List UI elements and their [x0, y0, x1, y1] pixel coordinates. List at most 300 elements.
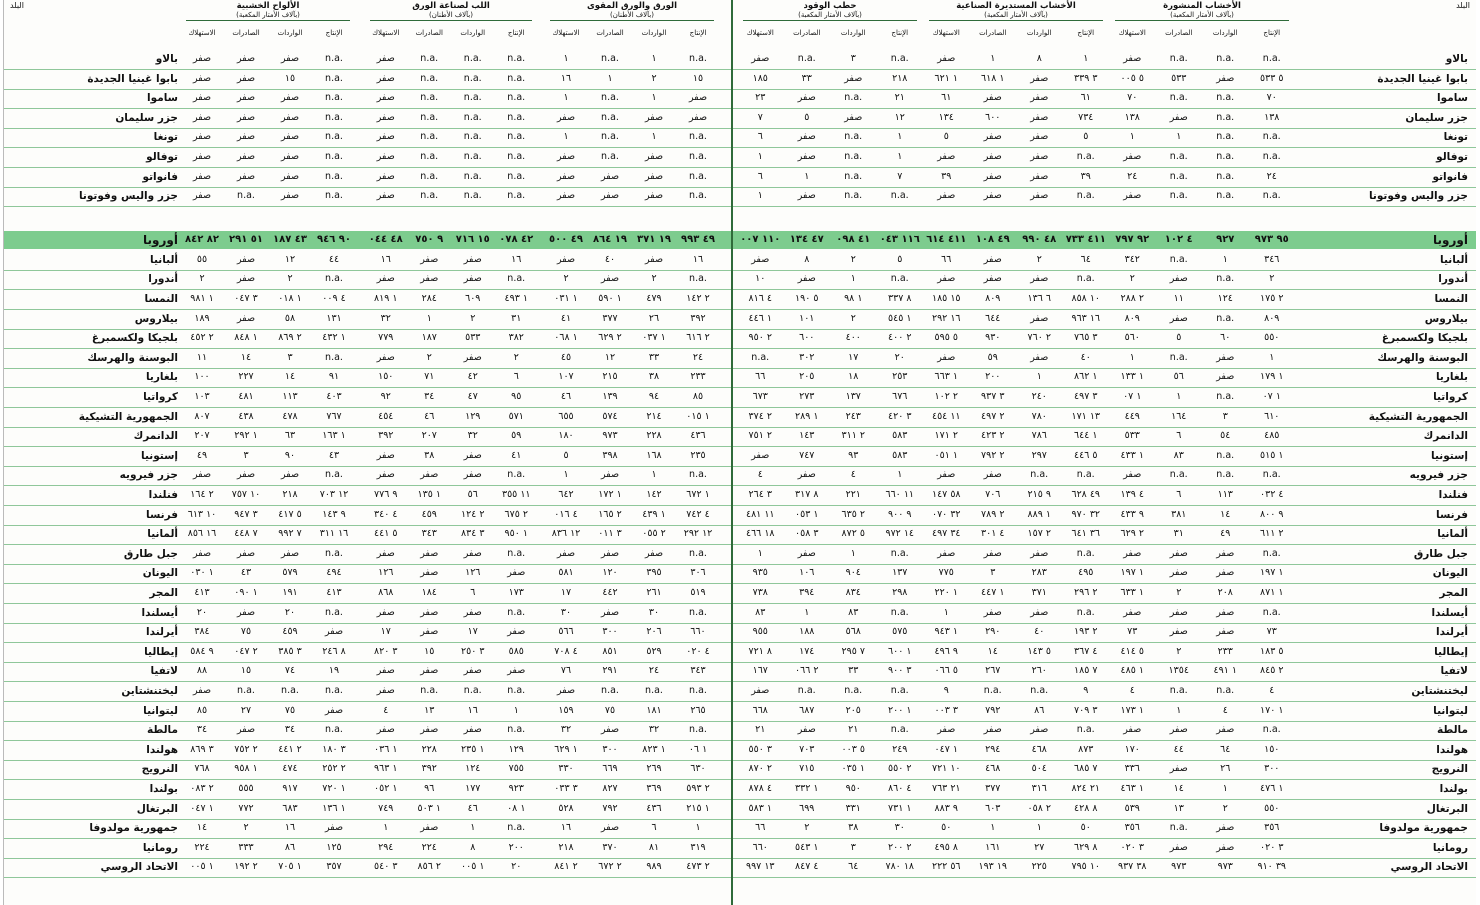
table-cell: ٤ ٨٦٠ [888, 783, 912, 794]
table-cell: ٩٢٧ [1216, 233, 1235, 245]
table-cell: ٣٤٢ [1124, 253, 1140, 265]
table-cell: ٣١ [511, 312, 522, 324]
country-name: اليونان [142, 567, 178, 580]
table-cell: n.a. [1076, 469, 1095, 481]
table-row [733, 642, 1476, 663]
table-row [733, 367, 1476, 388]
region-row [733, 231, 1476, 249]
table-cell: ١ ٠٣٠ [190, 567, 214, 579]
table-cell: ٢١ [894, 92, 905, 104]
table-cell: ٣٣٣ [238, 841, 254, 853]
country-name: ألبانيا [150, 253, 178, 266]
table-cell: صفر [192, 685, 212, 696]
table-cell: ١١ [196, 351, 208, 363]
table-cell: ٥١ ٢٩١ [228, 233, 263, 245]
table-cell: n.a. [689, 273, 707, 285]
table-cell: ٢ ٨٥٦ [417, 861, 441, 873]
table-cell: ٧٩٢ [602, 802, 618, 814]
table-cell: صفر [1169, 273, 1188, 285]
table-cell: ١٥ [240, 665, 252, 677]
table-cell: n.a. [1076, 190, 1095, 202]
table-cell: ٢٢٥ [1031, 861, 1047, 873]
table-cell: ١ [651, 469, 657, 481]
table-cell: ١ ٤٧٦ [1260, 783, 1284, 794]
table-cell: صفر [463, 449, 482, 461]
table-row [733, 779, 1476, 800]
country-name: بالاو [1445, 53, 1468, 65]
table-cell: ٧٠٣ [799, 743, 815, 755]
table-cell: ٥٠٤ [1031, 763, 1047, 775]
table-cell: ٩٠ [284, 449, 296, 461]
table-cell: صفر [937, 151, 956, 162]
table-cell: ١ ٠٠٥ [461, 861, 485, 873]
table-cell: ٢ [1269, 273, 1275, 285]
table-cell: ١٣ [1173, 802, 1184, 814]
table-cell: صفر [751, 53, 770, 64]
table-cell: ٤١ [511, 449, 522, 461]
table-cell: ٦١ [1080, 92, 1091, 104]
table-cell: ٣٥٦ [1124, 822, 1140, 834]
table-cell: صفر [556, 547, 576, 559]
table-cell: صفر [1030, 72, 1049, 84]
table-cell: ١ ٤٤٦ [748, 312, 772, 324]
table-cell: ١ [1083, 53, 1089, 64]
table-cell: ٣٨ [648, 371, 660, 383]
country-name: كرواتيا [143, 391, 178, 403]
table-cell: ٧٣٤ [1078, 111, 1094, 123]
table-cell: n.a. [325, 273, 343, 285]
table-cell: n.a. [601, 151, 619, 162]
table-cell: ١٦ [692, 253, 704, 265]
table-cell: ٦ [513, 371, 519, 383]
table-cell: ٨٦٨ [378, 587, 394, 598]
table-cell: صفر [324, 704, 344, 716]
table-cell: ٢٤ [648, 665, 660, 677]
table-row [733, 186, 1476, 207]
table-cell: ٩١٧ [282, 783, 298, 794]
table-cell: ١ ٥٨٣ [748, 802, 772, 814]
table-cell: ١٣ ٩٩٧ [745, 861, 775, 873]
table-cell: صفر [376, 606, 395, 618]
table-cell: ٦١٠ [1264, 410, 1280, 422]
table-cell: ١٢ ٧٠٣ [319, 489, 349, 500]
table-cell: ٨٦ [1034, 704, 1045, 716]
table-cell: ٢ ٦١١ [1260, 528, 1284, 540]
table-cell: ٥٦٨ [845, 626, 861, 638]
table-cell: ١ [426, 312, 432, 324]
table-row [4, 740, 731, 761]
table-cell: صفر [376, 72, 395, 84]
country-name: إيطاليا [1434, 645, 1468, 658]
table-row [4, 838, 731, 859]
table-cell: ٨ [1036, 53, 1042, 64]
table-cell: ٦٤٢ [558, 489, 574, 500]
table-cell: ١ ١٩٧ [1260, 567, 1284, 579]
table-cell: ٦ [470, 587, 476, 598]
table-cell: ١٨ ٧٨٠ [885, 861, 915, 873]
table-cell: n.a. [1076, 606, 1095, 618]
table-cell: ٩٢٣ [508, 783, 524, 794]
table-cell: صفر [376, 273, 395, 285]
table-cell: n.a. [1216, 685, 1235, 696]
table-cell: صفر [844, 111, 863, 123]
table-cell: صفر [280, 151, 300, 162]
table-cell: ٧٥ [240, 626, 252, 638]
country-name: البرتغال [1426, 802, 1468, 815]
table-cell: ١ [1036, 822, 1042, 834]
table-cell: ١ ٧٠٥ [278, 861, 302, 873]
table-cell: صفر [376, 547, 395, 559]
table-cell: ١ [695, 822, 701, 834]
table-row [4, 759, 731, 780]
country-name: بلغاريا [145, 371, 178, 384]
table-cell: صفر [192, 92, 212, 104]
table-cell: ٥ ٨٧٢ [841, 528, 865, 540]
table-cell: n.a. [689, 190, 707, 202]
table-cell: ٢ ٥٩٣ [686, 783, 710, 794]
table-cell: ٢ [651, 273, 657, 285]
table-cell: ٣٤٦ [1264, 253, 1280, 265]
table-cell: ١٣٧ [845, 391, 861, 402]
table-row [733, 838, 1476, 859]
table-row [4, 127, 731, 148]
table-cell: ١ ٤٣٢ [322, 332, 346, 344]
table-cell: n.a. [1076, 273, 1095, 285]
table-cell: ٦٦٩ [602, 763, 618, 775]
table-row [733, 328, 1476, 349]
column-group-unit: (بآلاف الأمتار المكعبة) [798, 11, 862, 19]
table-row [733, 505, 1476, 526]
table-cell: صفر [644, 253, 664, 265]
table-cell: ٢ ٠٨٣ [190, 783, 214, 794]
table-cell: ١٠ ٨٥٨ [1071, 293, 1101, 304]
column-subheader: الإنتاج [1077, 29, 1095, 37]
table-cell: ٢٠ [511, 861, 522, 873]
table-row [4, 779, 731, 800]
table-row [733, 250, 1476, 271]
country-name: ليختنشتاين [121, 685, 178, 697]
country-name: جزر سليمان [1405, 111, 1468, 124]
table-cell: ٢٠٧ [421, 430, 437, 442]
table-cell: ٢٤٣ [845, 410, 861, 422]
table-cell: صفر [556, 170, 576, 182]
country-name: رومانيا [1432, 841, 1468, 854]
table-cell: صفر [376, 53, 395, 64]
table-cell: صفر [797, 131, 816, 143]
table-cell: ٥ ٤٤١ [374, 528, 398, 540]
table-cell: ١ ٤٦٣ [1120, 783, 1144, 794]
table-cell: صفر [376, 469, 395, 481]
table-cell: ١ ٠٧ [1123, 391, 1142, 402]
table-cell: صفر [1030, 273, 1049, 285]
table-cell: ٧٠ [1127, 92, 1138, 104]
table-cell: ٢ ١٦٤ [190, 489, 214, 500]
table-cell: صفر [1216, 626, 1235, 638]
table-cell: ١ ٠٠٥ [190, 861, 214, 873]
table-cell: صفر [1030, 606, 1049, 618]
table-cell: ١ ٠٨ [507, 802, 526, 814]
table-cell: n.a. [420, 685, 439, 696]
table-cell: ١ ٠١٥ [686, 410, 710, 422]
country-name: أندورا [148, 273, 178, 286]
table-cell: ٨ ٣٣٧ [888, 293, 912, 304]
table-cell: n.a. [1216, 449, 1235, 461]
table-row [4, 309, 731, 330]
table-cell: n.a. [844, 151, 863, 162]
table-cell: ١ ٠٦٨ [554, 332, 578, 344]
table-cell: صفر [1030, 190, 1049, 202]
table-cell: n.a. [844, 92, 863, 104]
country-name: البوسنة والهرسك [1377, 351, 1468, 364]
table-cell: ٢ ١٢٤ [461, 508, 485, 520]
table-cell: ٣٠ [648, 606, 660, 618]
table-cell: صفر [600, 273, 620, 285]
table-cell: ٣٧٧ [602, 312, 618, 324]
table-cell: ٥١٩ [690, 587, 706, 598]
table-cell: صفر [280, 53, 300, 64]
table-cell: ١٢٩ [508, 743, 524, 755]
table-cell: ١٨٨ [799, 626, 815, 638]
table-row [733, 544, 1476, 565]
table-cell: ٣٤ ٤٩٧ [931, 528, 961, 540]
table-cell: صفر [236, 151, 256, 162]
table-cell: ٧٦ [560, 665, 572, 677]
table-cell: ٣٧٠ [602, 841, 618, 853]
table-cell: صفر [1216, 841, 1235, 853]
table-cell: ٦٤٤ [985, 312, 1001, 324]
table-cell: ٤ ١٠٢ [1164, 233, 1193, 245]
table-cell: ٢ ٠٤٧ [234, 645, 258, 657]
table-cell: ٥٦٦ [558, 626, 574, 638]
table-cell: ١٨ ٤٦٦ [745, 528, 775, 540]
table-cell: صفر [376, 190, 395, 202]
table-cell: صفر [463, 351, 482, 363]
table-cell: صفر [600, 469, 620, 481]
table-cell: صفر [644, 151, 664, 162]
table-cell: n.a. [507, 72, 526, 84]
table-cell: صفر [600, 190, 620, 202]
table-cell: صفر [463, 469, 482, 481]
table-cell: n.a. [463, 131, 482, 143]
table-cell: ٤٥٩ [282, 626, 298, 638]
table-cell: ١ [1176, 131, 1182, 143]
table-cell: صفر [797, 92, 816, 104]
table-cell: n.a. [237, 190, 255, 202]
table-cell: ١٢٤ [1217, 293, 1233, 304]
table-cell: ٣٢ [380, 312, 391, 324]
table-cell: ٥٥٠ [1264, 332, 1280, 344]
table-cell: ٧٥ [284, 704, 296, 716]
table-cell: ٣ ٨٦٩ [190, 743, 214, 755]
table-cell: ٢٨٣ [1031, 567, 1047, 579]
table-cell: صفر [983, 92, 1002, 104]
table-cell: n.a. [420, 53, 439, 64]
table-cell: ٣٢ [467, 430, 478, 442]
table-cell: صفر [420, 665, 439, 677]
table-cell: ١٠٦ [799, 567, 815, 579]
table-cell: ٣٩٢ [421, 763, 437, 775]
table-cell: ٢٧٣ [799, 391, 815, 402]
table-cell: ٢٦٩ [646, 763, 662, 775]
table-cell: صفر [797, 724, 816, 736]
table-cell: ٢ [1176, 645, 1182, 657]
table-cell: ٧٣٨ [752, 587, 768, 598]
table-cell: ٢ [1222, 802, 1228, 814]
table-cell: ٤٧٩ [646, 293, 662, 304]
table-cell: ١٢٩ [465, 410, 481, 422]
table-cell: ١٣١ [326, 312, 342, 324]
country-name: إيطاليا [144, 645, 178, 658]
table-cell: صفر [463, 724, 482, 736]
table-cell: ٤٩ ٥٠٠ [548, 233, 583, 245]
table-cell: ١ [850, 547, 856, 559]
table-cell: ١٦ ٩٦٣ [1071, 312, 1101, 324]
table-cell: ٨ ٣١٧ [795, 489, 819, 500]
table-cell: ٢٣ [755, 92, 766, 104]
table-cell: ١١٦ ٠٤٣ [879, 233, 920, 245]
table-cell: ١٧ [380, 626, 391, 638]
table-cell: ١٦ [284, 822, 296, 834]
column-subheader: الإنتاج [325, 29, 343, 37]
table-cell: ١ ٠٣٧ [642, 332, 666, 344]
table-cell: ٨٥ [196, 704, 208, 716]
table-cell: n.a. [751, 351, 770, 363]
table-cell: صفر [1123, 469, 1142, 481]
table-cell: ١٤٢ [646, 489, 662, 500]
table-cell: ٩ ٧٥٠ [415, 233, 444, 245]
table-cell: ٥٨٥ [508, 645, 524, 657]
table-cell: n.a. [1169, 685, 1188, 696]
table-cell: صفر [376, 724, 395, 736]
column-subheader: الواردات [277, 29, 303, 37]
table-cell: ٢٢٨ [421, 743, 437, 755]
table-row [733, 799, 1476, 820]
table-cell: ١٦ [467, 704, 478, 716]
table-cell: ٣٠٠ [602, 743, 618, 755]
table-cell: ١ [804, 170, 810, 182]
table-cell: n.a. [325, 606, 343, 618]
table-cell: ٦٦ [755, 371, 766, 383]
table-row [733, 622, 1476, 643]
table-cell: ٩٥ [511, 391, 522, 402]
table-cell: n.a. [890, 547, 909, 559]
table-row [733, 69, 1476, 90]
table-cell: ٤٥٩ [421, 508, 437, 520]
table-cell: صفر [1030, 351, 1049, 363]
table-cell: n.a. [890, 190, 909, 202]
column-subheader: الواردات [641, 29, 667, 37]
table-cell: ٦٦٠ [690, 626, 706, 638]
table-cell: ٢١ ٨٢٤ [1071, 783, 1101, 794]
table-cell: ٣٨ [424, 449, 435, 461]
country-name: أوروبا [143, 232, 178, 247]
table-cell: ٩ ٤٩٦ [934, 645, 958, 657]
table-cell: n.a. [689, 469, 707, 481]
table-cell: ٢ ٦٣٥ [841, 508, 865, 520]
table-cell: ١ ٤٩٣ [504, 293, 528, 304]
table-cell: ١٧ [467, 626, 478, 638]
table-cell: ٦١ [941, 92, 952, 104]
table-cell: ٢٤ [1266, 170, 1277, 182]
country-name: توفالو [146, 151, 178, 163]
table-cell: ٧٤٧ [799, 449, 815, 461]
table-cell: n.a. [1262, 131, 1281, 143]
table-cell: ١ ٠٣٥ [841, 763, 865, 775]
table-cell: ١ ٢٠٠ [888, 704, 912, 716]
table-cell: ٤٢ [467, 371, 478, 383]
table-cell: ٢ [243, 822, 249, 834]
table-cell: ١٦١ [985, 841, 1001, 853]
table-cell: صفر [983, 170, 1002, 182]
table-cell: ٣ ٤٩٧ [1074, 391, 1098, 402]
table-cell: ١ [943, 606, 949, 618]
table-cell: n.a. [1076, 547, 1095, 559]
table-cell: ١١ ٤٥٤ [931, 410, 961, 422]
table-cell: صفر [236, 72, 256, 84]
table-cell: ٤٩ [196, 449, 208, 461]
table-cell: ١٠ ٧٢١ [931, 763, 961, 775]
table-cell: ٢٣٣ [1217, 645, 1233, 657]
table-cell: ١ [1176, 391, 1182, 402]
table-cell: ١ [563, 92, 569, 104]
table-cell: ١ ٢٢٠ [934, 587, 958, 598]
table-cell: n.a. [325, 111, 343, 123]
table-cell: ٣٨١ [1171, 508, 1187, 520]
table-cell: n.a. [1169, 190, 1188, 202]
table-cell: ٢ ٦٧٥ [504, 508, 528, 520]
table-cell: ٢٩٨ [892, 587, 908, 598]
table-cell: ٤ ٨٤٧ [795, 861, 819, 873]
column-subheader: الصادرات [232, 29, 260, 37]
table-cell: ١٠٠ [194, 371, 210, 383]
table-cell: ٢٧ [1034, 841, 1045, 853]
table-cell: ١ ٣٣٢ [795, 783, 819, 794]
statistics-page-spread [3, 0, 1476, 905]
table-cell: n.a. [1216, 391, 1235, 402]
table-cell: n.a. [325, 547, 343, 559]
column-subheader: الصادرات [596, 29, 624, 37]
column-subheader: الاستهلاك [552, 29, 580, 37]
table-cell: صفر [983, 190, 1002, 202]
table-cell: صفر [192, 111, 212, 123]
country-name: أيسلندا [141, 606, 178, 619]
column-group-title: حطب الوقود [803, 1, 857, 11]
table-cell: ١ ٥٤٥ [888, 312, 912, 324]
table-cell: صفر [1216, 724, 1235, 736]
table-cell: n.a. [325, 469, 343, 481]
table-cell: n.a. [601, 685, 619, 696]
country-name: جمهورية مولدوفا [89, 822, 178, 835]
table-cell: ٤١١ ٧٣٣ [1065, 233, 1106, 245]
table-cell: n.a. [689, 151, 707, 162]
table-cell: صفر [280, 111, 300, 123]
column-group-unit: (بآلاف الأمتار المكعبة) [984, 11, 1048, 19]
table-cell: ٢ ٨٧٠ [748, 763, 772, 775]
table-row [733, 740, 1476, 761]
table-row [733, 603, 1476, 624]
table-cell: ٢٠٥ [799, 371, 815, 383]
country-name: ألمانيا [147, 528, 178, 541]
table-cell: ١ ٨٨٩ [1027, 508, 1051, 520]
table-cell: ٤٩ ٦٢٨ [1071, 489, 1101, 500]
table-cell: ١ ١٣٥ [417, 489, 441, 500]
table-cell: ٨ ٢٤٦ [322, 645, 346, 657]
table-cell: n.a. [1262, 724, 1281, 736]
table-cell: n.a. [507, 606, 526, 618]
country-name: ليتوانيا [143, 704, 178, 717]
table-cell: ١٨ [848, 371, 859, 383]
table-row [733, 387, 1476, 408]
